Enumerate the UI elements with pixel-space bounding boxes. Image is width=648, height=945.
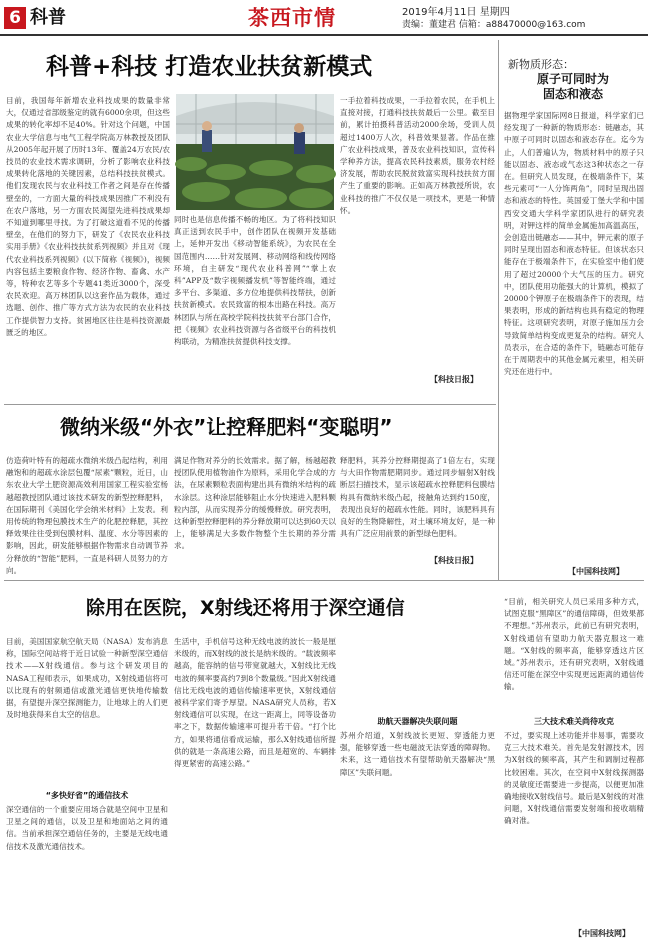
page-header — [0, 0, 648, 36]
article3-body-right2: 不过，要实现上述功能并非易事，需要攻克三大技术难关。首先是发射源技术，因为X射线的频率高，其产生和调制过程都比较困难。其次，在空间中X射线探测器的灵敏度还需要进一步提高，以便更加准确地接收X射线信号。最后是X射线的对准问题，X射线通信需要发射端和接收端精确对准。 — [504, 731, 644, 826]
divider-1 — [4, 404, 496, 405]
article2-body-left: 仿造荷叶特有的超疏水微纳米级凸起结构，利用融饱和的超疏水涂层包覆“尿素”颗粒，近日，山东农业大学土肥资源高效利用国家工程实验室杨越超教授团队通过该技术研发的新型控释肥料，在国际期刊《美国化学会纳米材料》上发表。利用传统的物理包膜技术生产的化肥控释肥，其控释效果往往受到包膜材料、温度、水分等因素的影响，因此，研发能够根据作物需求自动调节养分释放的“智能”肥料，一直是科研人员努力的方向。 — [6, 456, 168, 575]
article2-source: 【科技日报】 — [430, 556, 478, 565]
masthead-logo: 茶西市情 — [248, 5, 336, 30]
sidebar-body: 据物理学家国际网8日报道，科学家们已经发现了一种新的物质形态：链融态，其中原子可同时以固态和液态存在。迄今为止，人们普遍认为，物质材料中的原子只能以固态、液态或气态这3种状态之一存在。但研究人员发现，在极端条件下，某些元素可“一人分饰两角”，同时呈现出固态和液态的特性。英国爱丁堡大学和中国西安交通大学科学家团队进行的研究表明，对钾这样的简单金属施加高温高压，会创造出链融态——其中，钾元素的原子同时呈现出固态和液态特征。但该状态只能存在于极端条件下，在实验室中他们使用了超过20000个大气压的压力。研究中，团队使用功能强大的计算机，模拟了20000个钾原子在极端条件下的表现，结果表明，形成的新结构也具有稳定的物理特征。这项研究表明，对原子施加压力会导致简单结构变成更复杂的结构。研究人员表示，在合适的条件下，链融态可能存在于周期表中的其他金属元素里，相关研究还在进行中。 — [504, 111, 644, 377]
article1-body-mid: 同时也是信息传播不畅的地区。为了将科技知识真正送到农民手中，创作团队在视频开发基础上，延伸开发出《移动智能系统》，为农民在全国范围内……针对发展网、移动网络和线传网络环境，自主研发“现代农业科普网”“掌上农科”APP及“数字视频播发机”等智能终端，通过多平台、多渠道、多方位地提供科技帮扶，创新扶贫新模式。农民致富的根本出路在科技。高万林团队与所在高校学院科技扶贫平台部门合作，把《视频》农业科技资源与各省级平台的科技机构联动，为精准扶贫提供科技支撑。 — [174, 215, 336, 347]
article3-source: 【中国科技网】 — [574, 929, 630, 938]
article3-body-left2: 深空通信的一个重要应用场合就是空间中卫星和卫星之间的通信，以及卫星和地面站之间的通信。当前承担深空通信任务的，主要是无线电通信技术及激光通信技术。 — [6, 805, 168, 851]
divider-2 — [4, 580, 644, 581]
sidebar-title-line1: 原子可同时为 — [536, 72, 609, 86]
sidebar-kicker: 新物质形态： — [508, 58, 574, 71]
article3-body-mid-top — [340, 636, 495, 712]
article2-title: 微纳米级“外衣”让控释肥料“变聪明” — [60, 415, 393, 439]
section-title: 科普 — [30, 7, 66, 28]
sidebar-source: 【中国科技网】 — [568, 567, 624, 576]
article3-body-mid: 生活中，手机信号这种无线电波的波长一般是厘米级的，而X射线的波长是纳米级的。“载波频率越高，能容纳的信号带宽就越大，X射线比无线电波的频率要高约7到8个数量级。”因此X射线通信比无线电波的通信传输速率更快，X射线通信被科学家们寄予厚望。NASA研究人员称，若X射线通信可以实现，在这一距离上，同等设备功率之下，数据传输速率可提升若干倍。“打个比方，如果将通信看成运输，那么X射线通信所提供的就是一条高速公路，而且是超宽的、车辆排得更紧密的高速公路。” — [174, 637, 336, 769]
editor-info: 责编：董建君 信箱：a88470000@163.com — [402, 20, 586, 30]
article3-subhead-mid: 助航天器解决失联问题 — [377, 717, 458, 726]
article3-subhead-left: “多快好省”的通信技术 — [45, 791, 129, 800]
page-number: 6 — [4, 7, 26, 29]
sidebar-heading — [500, 58, 646, 102]
article3-body-right: “目前，相关研究人员已采用多种方式，试图克服“黑障区”的通信障碍，但效果都不理想。”苏州表示，此前已有研究表明，X射线通信有望助力航天器克服这一难题。“X射线的频率高，能够穿透这片区域。”苏州表示，还有研究表明，X射线通信还可能在深空中实现更远距离的通信传输。 — [504, 597, 644, 692]
sidebar-title-line2: 固态和液态 — [542, 87, 603, 101]
article2-body-right: 释肥料，其养分控释期提高了1倍左右，实现与大田作物需肥期同步。通过同步辐射X射线断层扫描技术，显示该超疏水控释肥料包膜结构具有微纳米级凸起，接触角达到约150度，表现出良好的超疏水性能。同时，该肥料具有良好的生物降解性，对土壤环境友好，是一种具有广泛应用前景的新型绿色肥料。 — [340, 456, 495, 539]
article1-title: 科普+科技 打造农业扶贫新模式 — [46, 54, 373, 80]
article1-source: 【科技日报】 — [430, 375, 478, 384]
column-divider — [498, 40, 499, 580]
article3-body-left: 目前，美国国家航空航天局（NASA）发布消息称，国际空间站将于近日试验一种新型深空通信技术——X射线通信。参与这个研发项目的NASA工程师表示，如果成功，X射线通信将可以比现有的射频通信或激光通信更快地传输数据，有望提升深空探测能力，让地球上的人们更及时地获得来自太空的信息。 — [6, 637, 168, 720]
article2-body-mid: 满足作物对养分的长效需求。据了解，杨越超教授团队使用植物油作为原料，采用化学合成的方法，在尿素颗粒表面构建出具有微纳米结构的疏水涂层。这种涂层能够阻止水分快速进入肥料颗粒内部，从而实现养分的缓慢释放。研究表明，这种新型控释肥料的养分释放期可以达到60天以上，能够满足大多数作物整个生长期的养分需求。 — [174, 456, 336, 551]
article1-body-right: 一手拉着科技成果，一手拉着农民，在手机上直接对接，打通科技扶贫最后一公里。截至目前，累计拍摄科普活动2000余场，受训人员超过1400万人次，科普效果显著。作品在推广农业科技成果，普及农业科技知识，宣传科学种养方法，提高农民科技素质，服务农村经济发展，帮助农民脱贫致富实现科技扶贫方面产生了重要的影响。正如高万林教授所说，农业科技的推广不仅仅是一项技术，更是一种情怀。 — [340, 96, 495, 215]
article3-body-mid2: 苏州介绍道，X射线波长更短、穿透能力更强，能够穿透一些电磁波无法穿透的障碍物。未来，这一通信技术有望帮助航天器解决“黑障区”失联问题。 — [340, 731, 495, 777]
greenhouse-photo-image — [176, 94, 334, 210]
article1-body-left: 目前，我国每年新增农业科技成果的数量非常大，仅通过省部级鉴定的就有6000余项，但这些成果的转化率却不足40%。针对这个问题，中国农业大学信息与电气工程学院高万林教授及团队从2005年起开展了历时13年、覆盖24万农民/农技员的农业技术需求调研，分析了影响农业科技成果转化落地的关键因素，总结科技扶贫模式。他们发现农民与农业科技工作者之间是存在传播壁垒的，一方面大量的科技成果因推广不利没有在农户落地，另一方面农民渴望先进科技成果却不知道到哪里寻找。为了打破这道看不见的传播壁垒，在他们的努力下，研发了《农民农业科技实用手册》《农业科技扶贫系列视频》并且对《现代农业科技系列视频》(以下简称《视频》)，视频内容包括主要粮食作物、经济作物、畜禽、水产等，特种农艺等多个专题41类近3000个，深受农民欢迎。高万林团队以这套作品为载体，通过选题、创作、推广等方式方法为农民的农业科技工作提供智力支持。贫困地区往往是科技资源最匮乏的地区。 — [6, 96, 170, 337]
article3-title: 除用在医院，X射线还将用于深空通信 — [86, 597, 405, 619]
greenhouse-photo — [176, 94, 334, 210]
article3-subhead-right: 三大技术难关尚待攻克 — [534, 717, 614, 726]
issue-date: 2019年4月11日 星期四 — [402, 7, 510, 18]
